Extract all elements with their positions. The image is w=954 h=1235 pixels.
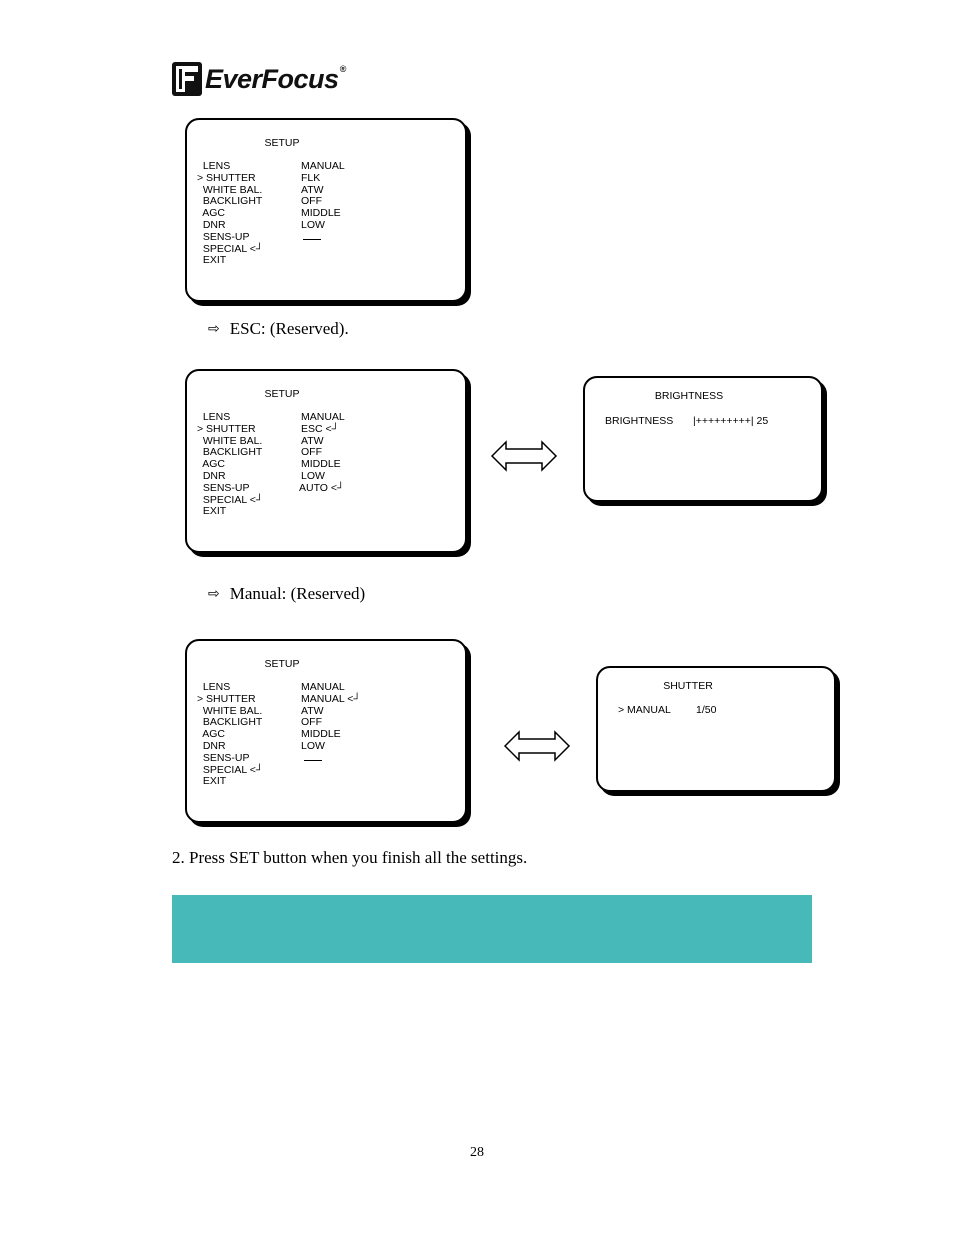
setup-menu-rows bbox=[197, 412, 421, 518]
step-2-text: 2. Press SET button when you finish all the settings. bbox=[172, 848, 528, 867]
menu-row-exit: EXIT bbox=[197, 254, 227, 267]
brightness-row: BRIGHTNESS |+++++++++| 25 bbox=[605, 415, 769, 427]
menu-row-white-bal: WHITE BAL. ATW bbox=[197, 183, 324, 196]
double-arrow-icon bbox=[503, 730, 571, 762]
menu-row-backlight: BACKLIGHT OFF bbox=[197, 716, 322, 729]
brightness-level-bar: |+++++++++| 25 bbox=[693, 415, 769, 427]
shutter-title: SHUTTER bbox=[663, 680, 713, 692]
menu-row-shutter: > SHUTTER MANUAL <┘ bbox=[197, 692, 361, 705]
menu-row-sens-up: SENS-UP AUTO <┘ bbox=[197, 481, 345, 494]
menu-row-white-bal: WHITE BAL. ATW bbox=[197, 434, 324, 447]
menu-row-shutter: > SHUTTER FLK bbox=[197, 171, 321, 184]
double-arrow-icon bbox=[490, 440, 558, 472]
hollow-arrow-bullet-icon: ⇨ bbox=[208, 586, 220, 602]
menu-row-lens: LENS MANUAL bbox=[197, 681, 345, 693]
menu-row-exit: EXIT bbox=[197, 775, 227, 788]
blank-value-line bbox=[303, 239, 321, 240]
menu-row-agc: AGC MIDDLE bbox=[197, 458, 341, 471]
setup-menu-rows bbox=[197, 161, 421, 267]
menu-row-dnr: DNR LOW bbox=[197, 218, 325, 231]
bullet-esc: ⇨ ESC: (Reserved). bbox=[208, 319, 349, 338]
brightness-title: BRIGHTNESS bbox=[654, 390, 724, 402]
logo-wordmark: EverFocus® bbox=[205, 64, 346, 94]
menu-row-special: SPECIAL <┘ bbox=[197, 763, 264, 776]
shutter-speed-value: 1/50 bbox=[696, 704, 717, 716]
setup-menu-rows bbox=[197, 682, 421, 788]
setup-title: SETUP bbox=[264, 658, 300, 670]
setup-title: SETUP bbox=[264, 388, 300, 400]
menu-row-sens-up: SENS-UP bbox=[197, 232, 421, 244]
page-number: 28 bbox=[470, 1145, 484, 1160]
teal-banner bbox=[172, 895, 812, 963]
shutter-screen bbox=[596, 666, 836, 792]
menu-row-special: SPECIAL <┘ bbox=[197, 493, 264, 506]
menu-row-backlight: BACKLIGHT OFF bbox=[197, 195, 322, 208]
menu-row-exit: EXIT bbox=[197, 505, 227, 518]
menu-row-lens: LENS MANUAL bbox=[197, 160, 345, 172]
setup-menu-screen-manual bbox=[185, 639, 467, 823]
menu-row-special: SPECIAL <┘ bbox=[197, 242, 264, 255]
everfocus-logo-icon bbox=[172, 62, 202, 96]
menu-row-agc: AGC MIDDLE bbox=[197, 728, 341, 741]
hollow-arrow-bullet-icon: ⇨ bbox=[208, 321, 220, 337]
bullet-manual: ⇨ Manual: (Reserved) bbox=[208, 584, 366, 603]
brightness-screen bbox=[583, 376, 823, 502]
setup-menu-screen-flk bbox=[185, 118, 467, 302]
menu-row-white-bal: WHITE BAL. ATW bbox=[197, 704, 324, 717]
menu-row-agc: AGC MIDDLE bbox=[197, 207, 341, 220]
setup-title: SETUP bbox=[264, 137, 300, 149]
menu-row-lens: LENS MANUAL bbox=[197, 411, 345, 423]
blank-value-line bbox=[304, 760, 322, 761]
menu-row-dnr: DNR LOW bbox=[197, 469, 325, 482]
menu-row-sens-up: SENS-UP bbox=[197, 753, 421, 765]
setup-menu-screen-esc bbox=[185, 369, 467, 553]
everfocus-logo bbox=[172, 62, 346, 96]
shutter-row: > MANUAL 1/50 bbox=[618, 704, 717, 716]
menu-row-backlight: BACKLIGHT OFF bbox=[197, 446, 322, 459]
menu-row-dnr: DNR LOW bbox=[197, 739, 325, 752]
menu-row-shutter: > SHUTTER ESC <┘ bbox=[197, 422, 340, 435]
